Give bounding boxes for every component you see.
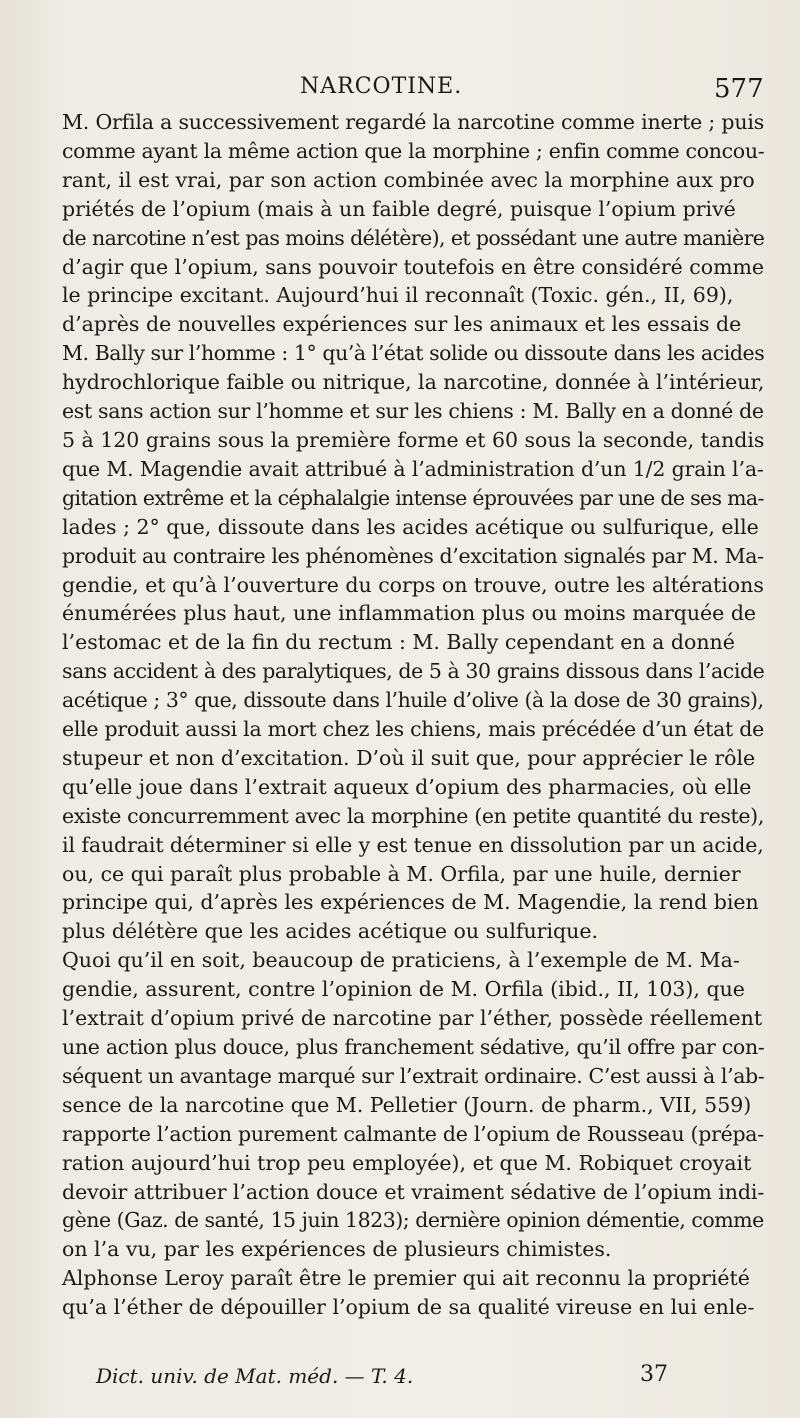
text-line: d’après de nouvelles expériences sur les animaux et les essais de [62,312,742,337]
text-line: d’agir que l’opium, sans pouvoir toutefois en être considéré comme [62,254,765,279]
text-line: ou, ce qui paraît plus probable à M. Orfila, par une huile, dernier [62,861,741,886]
text-line: une action plus douce, plus franchement sédative, qu’il offre par con- [62,1035,765,1059]
text-line: Quoi qu’il en soit, beaucoup de praticiens, à l’exemple de M. Ma- [62,948,740,973]
page-number: 577 [714,74,764,104]
paragraph-2 [38,946,764,1264]
text-line: gène (Gaz. de santé, 15 juin 1823); dernière opinion démentie, comme [62,1208,764,1233]
text-line: qu’a l’éther de dépouiller l’opium de sa qualité vireuse en lui enle- [62,1295,755,1320]
signature-mark: 37 [640,1362,668,1387]
paragraph-1 [38,108,764,946]
text-line: ration aujourd’hui trop peu employée), et que M. Robiquet croyait [62,1150,752,1175]
text-line: est sans action sur l’homme et sur les chiens : M. Bally en a donné de [62,399,764,424]
text-line: existe concurremment avec la morphine (en petite quantité du reste), [62,803,764,828]
text-line: on l’a vu, par les expériences de plusieurs chimistes. [62,1237,612,1262]
running-head: NARCOTINE. [300,74,463,99]
text-line: le principe excitant. Aujourd’hui il reconnaît (Toxic. gén., II, 69), [62,283,734,308]
text-line: Alphonse Leroy paraît être le premier qui ait reconnu la propriété [62,1266,750,1291]
text-line: gendie, assurent, contre l’opinion de M. Orfila (ibid., II, 103), que [62,977,745,1002]
footer-citation: Dict. univ. de Mat. méd. — T. 4. [96,1364,414,1388]
text-line: que M. Magendie avait attribué à l’administration d’un 1/2 grain l’a- [62,456,764,481]
text-line: l’extrait d’opium privé de narcotine par l’éther, possède réellement [62,1006,763,1031]
text-line: rapporte l’action purement calmante de l’opium de Rousseau (prépa- [62,1121,764,1146]
text-line: 5 à 120 grains sous la première forme et 60 sous la seconde, tandis [62,427,765,452]
text-line: hydrochlorique faible ou nitrique, la narcotine, donnée à l’intérieur, [62,370,765,395]
text-line: sence de la narcotine que M. Pelletier (Journ. de pharm., VII, 559) [62,1092,752,1117]
text-line: devoir attribuer l’action douce et vraiment sédative de l’opium indi- [62,1179,765,1204]
text-line: rant, il est vrai, par son action combinée avec la morphine aux pro [62,167,755,192]
text-line: sans accident à des paralytiques, de 5 à 30 grains dissous dans l’acide [62,659,765,684]
page-header [0,68,800,108]
text-line: séquent un avantage marqué sur l’extrait ordinaire. C’est aussi à l’ab- [62,1063,765,1088]
text-line: elle produit aussi la mort chez les chiens, mais précédée d’un état de [62,717,764,742]
text-line: de narcotine n’est pas moins délétère), et possédant une autre manière [62,225,765,250]
text-line: comme ayant la même action que la morphine ; enfin comme concou- [62,138,765,163]
text-line: énumérées plus haut, une inflammation plus ou moins marquée de [62,601,757,626]
text-line: produit au contraire les phénomènes d’excitation signalés par M. Ma- [62,543,764,568]
text-line: lades ; 2° que, dissoute dans les acides acétique ou sulfurique, elle [62,514,759,539]
text-line: gendie, et qu’à l’ouverture du corps on trouve, outre les altérations [62,572,764,597]
text-line: acétique ; 3° que, dissoute dans l’huile d’olive (à la dose de 30 grains), [62,688,764,713]
text-line: il faudrait déterminer si elle y est tenue en dissolution par un acide, [62,832,764,857]
text-line: M. Orfila a successivement regardé la narcotine comme inerte ; puis [62,110,765,134]
text-line: M. Bally sur l’homme : 1° qu’à l’état solide ou dissoute dans les acides [62,341,765,366]
text-line: l’estomac et de la fin du rectum : M. Bally cependant en a donné [62,630,735,655]
page-body [38,108,764,1322]
text-line: principe qui, d’après les expériences de M. Magendie, la rend bien [62,890,759,915]
text-line: gitation extrême et la céphalalgie intense éprouvées par une de ses ma- [62,485,764,510]
page-footer [0,1362,800,1398]
text-line: plus délétère que les acides acétique ou sulfurique. [62,919,598,944]
text-line: qu’elle joue dans l’extrait aqueux d’opium des pharmacies, où elle [62,774,752,799]
paragraph-3 [38,1264,764,1322]
text-line: stupeur et non d’excitation. D’où il suit que, pour apprécier le rôle [62,745,756,770]
text-line: priétés de l’opium (mais à un faible degré, puisque l’opium privé [62,196,736,221]
